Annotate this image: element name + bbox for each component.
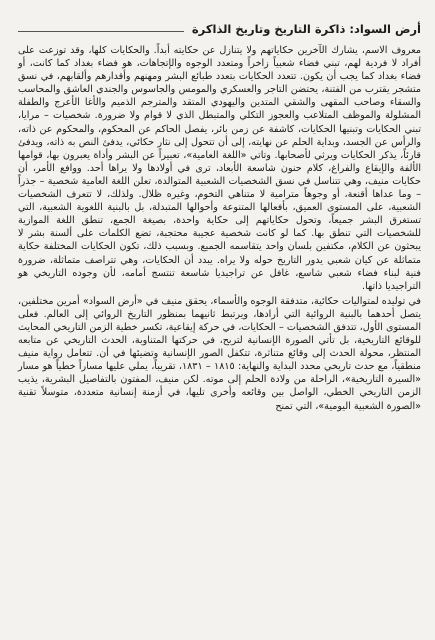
paragraph: معروف الاسم، يشارك الآخرين حكاياتهم ولا يتنازل عن حكايته أبداً. والحكايات كلها، وقد توزعت على أفراد لا فردية لهم، تبني فضاء شعبياً زاخراً ومتعدد الوجوه والإتجاهات، هو فضاء بغداد كما كانت، أو فضاء بغداد كما يجب أن يكون. تتعدد الحكايات بتعدد طبائع البشر ومهنهم وأقدارهم وألقابهم، في نسق متشجر يقترب من الفتنة، يحتضن التاجر والعسكري والمومس والجاسوس والجندي العاشق والمحاسب والسقاء وصاحب المقهى والشقي المتدين واليهودي المتقد والمترجم الذميم والأغا الأعرج والطفلة المشلولة والموظف المتلاعب والعجوز التكلي والمتبطل الذي لا قوام ولا ضرورة. شخصيات – مرايا، تبني الحكايات وتبنيها الحكايات، كاشفة عن زمن بائر، يفصل الحاكم عن المحكوم، والمحكوم عن ذاته، والرأس عن الجسد، وبداية الحلم عن نهايته، إلى أن تتحول إلى نثار حكائي، يدفئ النص به ذاته، ويدفئ قارئاً، يذكر الحكايات ويرثي لأصحابها. وتاتي «اللغة العامية»، تعبيراً عن البشر وأداة يعبرون بها، قوامها الألفة والإيقاع والفراغ، كلام حنون شاسعة الأبعاد، ترى في أولادها ولا يراها أحد. ووافع الأمر، أن حكايات منيف، وهي تتناسل في نسق الشخصيات الشعبية المتوالدة، تعلن اللغة العامية شخصية – جذراً – وما عداها أقنعة، أو وجوهاً مترامية لا متناهي التخوم، وغيره ظلال. ولذلك، لا تتعرف الشخصيات الشعبية، على المستوى العميق، بأفعالها المتنوعة وأحوالها المتبدلة، بل بالبنية اللغوية الشعبية، التي تستغرق البشر جميعاً، وتحول حكاياتهم إلى حكاية واحدة، بصيغة الجمع، تنطق اللغة الموازية للشخصيات التي تنطق بها. كما لو كانت شخصية عجيبة محتجبة، تضع الكلمات على ألسنة بشر لا يبحثون عن الكلام، مكتفين بلسان واحد يتقاسمه الجميع. وبسبب ذلك، تكون الحكايات المختلفة حكاية متماثلة عن كيان شعبي يدور التاريخ حوله ولا يراه. يبدد أن الحكايات، وهي تتراصف متماثلة، ضرورة فنية لبناء فضاء شعبي شاسع، غافل عن تراجيديا شاسعة تنتسج أمامه، لأن وجوده التاريخي هو التراجيديا ذاتها. [18,45,421,292]
running-header-title: أرض السواد: ذاكرة التاريخ وتاريخ الذاكرة [191,22,421,36]
header-rule [18,31,184,32]
running-header [18,10,421,36]
page-body [18,44,421,413]
paragraph: في توليده لمتواليات حكائية، متدفقة الوجوه والأسماء، يحقق منيف في «أرض السواد» أمرين مختلفين، يتصل أحدهما بالبنية الروائية التي أرادها، ويرتبط ثانيهما بمنظور التاريخ الروائي إلى العالم. فعلى المستوى الأول، تتدفق الشخصيات – الحكايات، في حركة إيقاعية، تكسر خطية الزمن التاريخي المحايث للوقائع التاريخية، بل تأتي الصورة الإنسانية لتربح، في حركتها المتناوبة، الحدث التاريخي عن متابعه المنتظر، محولة الحدث إلى وقائع متناثرة، تتكفل الصور الإنسانية وتضيئها في أن. تتعامل رواية منيف منطقياً، مع حدث تاريخي محدد البداية والنهاية: ١٨١٥ – ١٨٣١، تقريباً، يملي عليها مساراً خطياً هو مسار «السيرة التاريخية»، الراحلة من ولادة الحلم إلى موته. لكن منيف، المفتون بالتفاصيل البشرية، يذيب الزمن التاريخي الخطي، الواصل بين وقائعه وأخرى تليها، في أزمنة إنسانية متعددة، متوسلاً تقنية «الصورة الشعبية اليومية»، التي تمنح [18,295,421,412]
